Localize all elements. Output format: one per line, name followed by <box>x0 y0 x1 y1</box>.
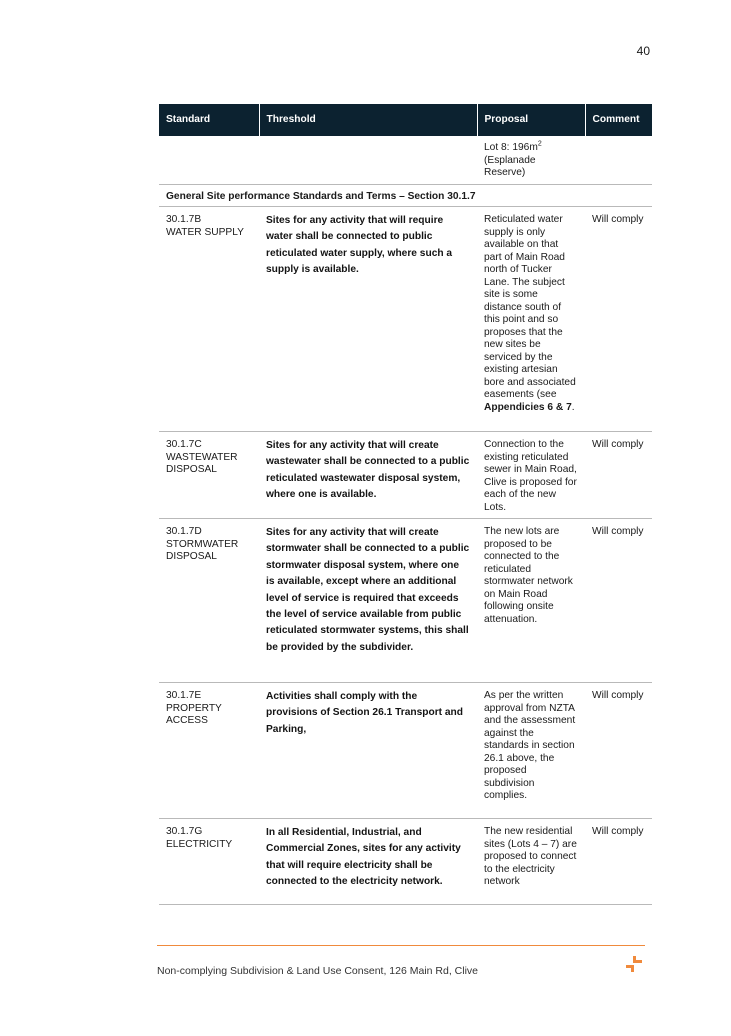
carryover-reserve: (Esplanade Reserve) <box>484 154 536 178</box>
header-standard: Standard <box>159 104 259 136</box>
table-row-carryover <box>159 136 652 184</box>
proposal-cell: The new lots are proposed to be connected to the reticulated stormwater network on Main Road following onsite attenuation. <box>477 519 585 683</box>
standard-title: STORMWATER DISPOSAL <box>166 538 239 562</box>
table-row <box>159 207 652 432</box>
standard-cell <box>159 432 259 519</box>
bracket-logo-icon <box>624 954 644 974</box>
threshold-cell: Sites for any activity that will create stormwater shall be connected to a public stormwater disposal system, where one is available, except where an additional level of service is required that exceeds the level of service available from public reticulated stormwater systems, this shall be provided by the subdivider. <box>259 519 477 683</box>
table-row <box>159 432 652 519</box>
standard-cell <box>159 207 259 432</box>
header-proposal: Proposal <box>477 104 585 136</box>
standard-code: 30.1.7E <box>166 690 202 701</box>
threshold-cell: Activities shall comply with the provisions of Section 26.1 Transport and Parking, <box>259 683 477 819</box>
table-row <box>159 683 652 819</box>
section-heading: General Site performance Standards and Terms – Section 30.1.7 <box>159 184 652 207</box>
standard-title: WATER SUPPLY <box>166 226 244 238</box>
standard-title: PROPERTY ACCESS <box>166 702 222 726</box>
proposal-end: . <box>571 401 575 413</box>
table-row <box>159 819 652 905</box>
header-threshold: Threshold <box>259 104 477 136</box>
threshold-cell: In all Residential, Industrial, and Commercial Zones, sites for any activity that will require electricity shall be connected to the electricity network. <box>259 819 477 905</box>
proposal-cell: Connection to the existing reticulated sewer in Main Road, Clive is proposed for each of the new Lots. <box>477 432 585 519</box>
carryover-proposal <box>477 136 585 184</box>
comment-cell: Will comply <box>585 207 652 432</box>
page-number: 40 <box>636 44 650 58</box>
table-row <box>159 519 652 683</box>
proposal-cell: The new residential sites (Lots 4 – 7) are proposed to connect to the electricity network <box>477 819 585 905</box>
threshold-cell: Sites for any activity that will create wastewater shall be connected to a public reticulated wastewater disposal system, where one is available. <box>259 432 477 519</box>
comment-cell: Will comply <box>585 819 652 905</box>
proposal-appendix-ref: Appendicies 6 & 7 <box>484 401 572 413</box>
comment-cell: Will comply <box>585 683 652 819</box>
standards-table <box>159 104 652 905</box>
section-heading-row <box>159 184 652 207</box>
footer-text: Non-complying Subdivision & Land Use Consent, 126 Main Rd, Clive <box>157 965 478 977</box>
proposal-text: Reticulated water supply is only available on that part of Main Road north of Tucker Lane. The subject site is some distance south of this point and so proposes that the new sites be serviced by the existing artesian bore and associated easements (see <box>484 214 576 400</box>
standard-title: ELECTRICITY <box>166 838 233 850</box>
comment-cell: Will comply <box>585 519 652 683</box>
standard-cell <box>159 819 259 905</box>
header-comment: Comment <box>585 104 652 136</box>
proposal-cell: As per the written approval from NZTA and the assessment against the standards in section 26.1 above, the proposed subdivision complies. <box>477 683 585 819</box>
footer-divider <box>157 945 645 946</box>
standard-code: 30.1.7G <box>166 826 203 837</box>
standard-code: 30.1.7B <box>166 214 202 225</box>
standard-cell <box>159 519 259 683</box>
comment-cell: Will comply <box>585 432 652 519</box>
standard-code: 30.1.7D <box>166 526 202 537</box>
threshold-cell: Sites for any activity that will require water shall be connected to public reticulated water supply, where such a supply is available. <box>259 207 477 432</box>
standard-code: 30.1.7C <box>166 439 202 450</box>
table-header <box>159 104 652 136</box>
standard-cell <box>159 683 259 819</box>
carryover-superscript: 2 <box>537 140 542 148</box>
standard-title: WASTEWATER DISPOSAL <box>166 451 238 475</box>
proposal-cell <box>477 207 585 432</box>
carryover-lot: Lot 8: 196m <box>484 142 538 153</box>
